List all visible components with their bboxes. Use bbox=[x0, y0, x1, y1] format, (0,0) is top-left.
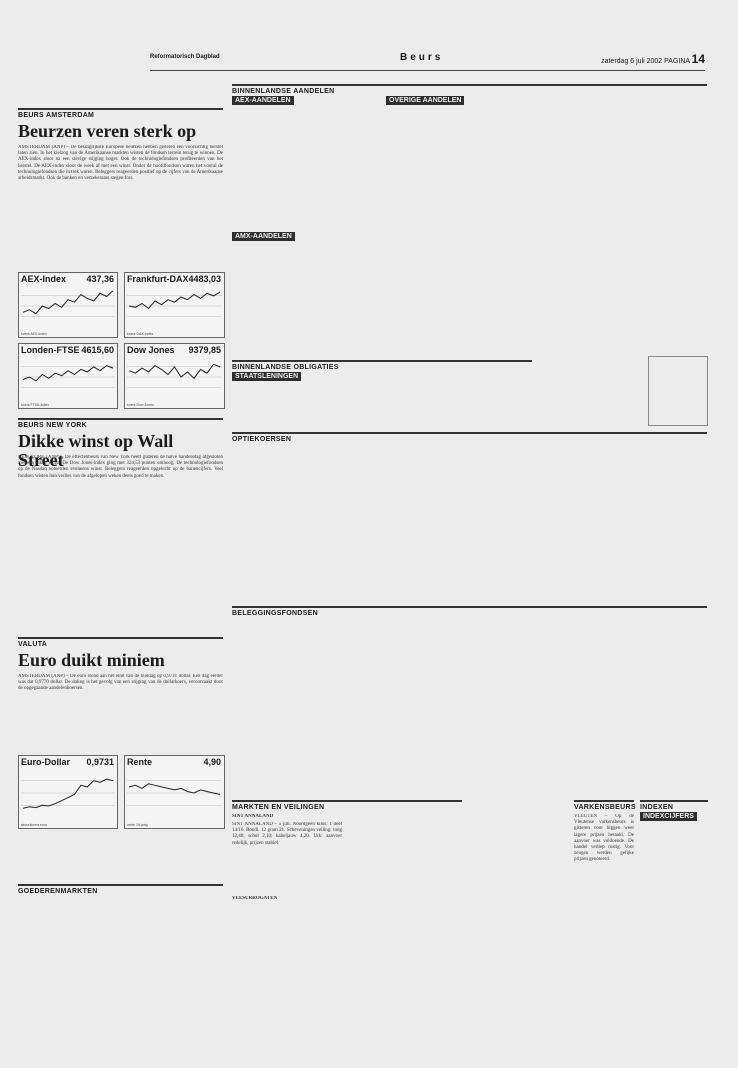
section-goederenmarkten: GOEDERENMARKTEN bbox=[18, 884, 223, 895]
index-line bbox=[23, 779, 113, 808]
chart-caption: koers DAX-index bbox=[127, 332, 154, 336]
table-indexen bbox=[640, 822, 708, 952]
table-markten bbox=[348, 814, 462, 954]
page-number: 14 bbox=[691, 52, 705, 66]
index-line bbox=[23, 366, 113, 381]
table-amx-aandelen bbox=[232, 242, 382, 350]
table-overige-1 bbox=[386, 106, 494, 350]
section-beleggingsfondsen: BELEGGINGSFONDSEN bbox=[232, 606, 707, 617]
chart-value: 9379,85 bbox=[188, 345, 221, 355]
table-fondsen-3 bbox=[420, 618, 510, 794]
chart-line bbox=[127, 356, 222, 398]
chart-line bbox=[21, 356, 115, 398]
headline-amsterdam: Beurzen veren sterk op bbox=[18, 121, 197, 141]
table-opties-4 bbox=[598, 444, 708, 600]
section-beurs-amsterdam: BEURS AMSTERDAM bbox=[18, 108, 223, 119]
chart-caption: koers AEX-index bbox=[21, 332, 47, 336]
sub-aex-aandelen: AEX-AANDELEN bbox=[232, 96, 294, 105]
masthead bbox=[150, 50, 705, 71]
markten-sub2: VEESURROGATEN bbox=[232, 896, 278, 901]
table-markten-2 bbox=[468, 814, 568, 954]
table-opties-3 bbox=[476, 444, 594, 600]
section-indexen: INDEXEN bbox=[640, 800, 708, 811]
article-varkensbeurs: VLEUTEN – Op de Vleutense varkensbeurs is gisteren voor biggen weer lagere prijzen betaald. De aanvoer was voldoende. De handel verliep rustig. Voor zeugen werden gelijke prijzen genoteerd. bbox=[574, 814, 634, 863]
section-binnenlandse-aandelen: BINNENLANDSE AANDELEN bbox=[232, 84, 707, 95]
page-date: zaterdag 6 juli 2002 PAGINA 14 bbox=[601, 52, 705, 66]
table-fondsen-1 bbox=[232, 618, 322, 794]
chart-value: 0,9731 bbox=[86, 757, 114, 767]
chart-aex bbox=[18, 272, 118, 338]
chart-title: Euro-Dollar bbox=[21, 757, 71, 767]
chart-value: 437,36 bbox=[86, 274, 114, 284]
chart-caption: koers FTSE-index bbox=[21, 403, 50, 407]
table-valuta bbox=[18, 833, 223, 879]
table-fondsen-2 bbox=[326, 618, 416, 794]
chart-rente bbox=[124, 755, 225, 829]
sub-indexcijfers: INDEXCIJFERS bbox=[640, 812, 697, 821]
chart-caption: wisselkoers euro bbox=[21, 823, 48, 827]
sub-amx-aandelen: AMX-AANDELEN bbox=[232, 232, 295, 241]
chart-value: 4615,60 bbox=[81, 345, 114, 355]
chart-caption: rente 10-jarig bbox=[127, 823, 148, 827]
index-line bbox=[23, 291, 113, 314]
chart-line bbox=[21, 285, 115, 327]
table-aex-aandelen bbox=[232, 106, 382, 226]
table-opties-1 bbox=[232, 444, 350, 600]
section-varkensbeurs: VARKENSBEURS bbox=[574, 800, 634, 811]
chart-line bbox=[21, 768, 115, 818]
chart-eurodollar bbox=[18, 755, 118, 829]
table-goederen bbox=[18, 897, 223, 1027]
chart-title: AEX-Index bbox=[21, 274, 67, 284]
sub-overige-aandelen: OVERIGE AANDELEN bbox=[386, 96, 464, 105]
table-geldmarkt bbox=[540, 356, 640, 426]
table-afkortingen bbox=[648, 356, 708, 426]
section-optiekoersen: OPTIEKOERSEN bbox=[232, 432, 707, 443]
headline-newyork: Dikke winst op Wall Street bbox=[18, 431, 174, 470]
table-newyork bbox=[18, 560, 223, 630]
chart-line bbox=[127, 768, 222, 818]
chart-caption: koers Dow Jones bbox=[127, 403, 154, 407]
chart-line bbox=[127, 285, 222, 327]
section-markten: MARKTEN EN VEILINGEN bbox=[232, 800, 462, 811]
chart-dax bbox=[124, 272, 225, 338]
markten-sub1: SINT ANNALAND bbox=[232, 814, 274, 819]
headline-valuta: Euro duikt miniem bbox=[18, 650, 165, 670]
paper-name: Reformatorisch Dagblad bbox=[150, 54, 220, 60]
article-amsterdam: AMSTERDAM (ANP) – De belangrijkste Europese beurzen hebben gisteren een voorzichtig herstel laten zien. In het kielzog van de Amerikaanse markten wisten de fondsen terrein terug te winnen. De AEX-index sloot na een stevige stijging hoger. Ook de technologiefondsen profiteerden van het herstel. De AEX-index sloot de week af met een winst. Onder de hoofdfondsen waren het vooral de technologiefondsen die in trek waren. Beleggers reageerden positief op de cijfers van de Amerikaanse arbeidsmarkt. Ook de banken en verzekeraars stegen fors. bbox=[18, 145, 223, 182]
chart-dowjones bbox=[124, 343, 225, 409]
table-overige-2 bbox=[500, 96, 600, 350]
section-obligaties: BINNENLANDSE OBLIGATIES bbox=[232, 360, 532, 371]
article-valuta: AMSTERDAM (ANP) – De euro stond aan het eind van de middag op 0,9731 dollar. Een dag eerder was dat 0,9770 dollar. De daling is het gevolg van een stijging van de dollarkoers, veroorzaakt door de opgegaande aandelenkoersen. bbox=[18, 674, 223, 692]
section-beurs-newyork: BEURS NEW YORK bbox=[18, 418, 223, 429]
article-markten: SINT ANNALAND – 5 juli. Noordgeen kilos: 1 deel 14/16. Rondl. 12 gram 21. Scheveningen veiling: tong 12,40; schol 2,10; kabeljauw 4,20. Urk: aanvoer redelijk, prijzen stabiel. bbox=[232, 822, 342, 846]
article-newyork: NEW YORK (ANP) – De effectenbeurs van New York heeft gisteren de halve handelsdag afgesloten met een dikke winst. De Dow Jones-index ging met 324,53 punten omhoog. De technologiefondsen op de Nasdaq noteerden eveneens winst. Beleggers reageerden opgelucht op de banencijfers. Veel fondsen wisten hun verlies van de afgelopen weken deels goed te maken. bbox=[18, 455, 223, 479]
chart-title: Dow Jones bbox=[127, 345, 175, 355]
chart-value: 4,90 bbox=[203, 757, 221, 767]
chart-title: Rente bbox=[127, 757, 153, 767]
section-title: Beurs bbox=[400, 52, 444, 63]
sub-staatsleningen: STAATSLENINGEN bbox=[232, 372, 301, 381]
table-overige-3 bbox=[606, 96, 706, 350]
section-valuta: VALUTA bbox=[18, 637, 223, 648]
chart-title: Londen-FTSE bbox=[21, 345, 80, 355]
table-obligaties bbox=[232, 382, 532, 426]
chart-ftse bbox=[18, 343, 118, 409]
chart-value: 4483,03 bbox=[188, 274, 221, 284]
table-fondsen-4 bbox=[514, 618, 604, 794]
table-opties-2 bbox=[354, 444, 472, 600]
chart-title: Frankfurt-DAX bbox=[127, 274, 189, 284]
table-fondsen-5 bbox=[608, 618, 708, 794]
